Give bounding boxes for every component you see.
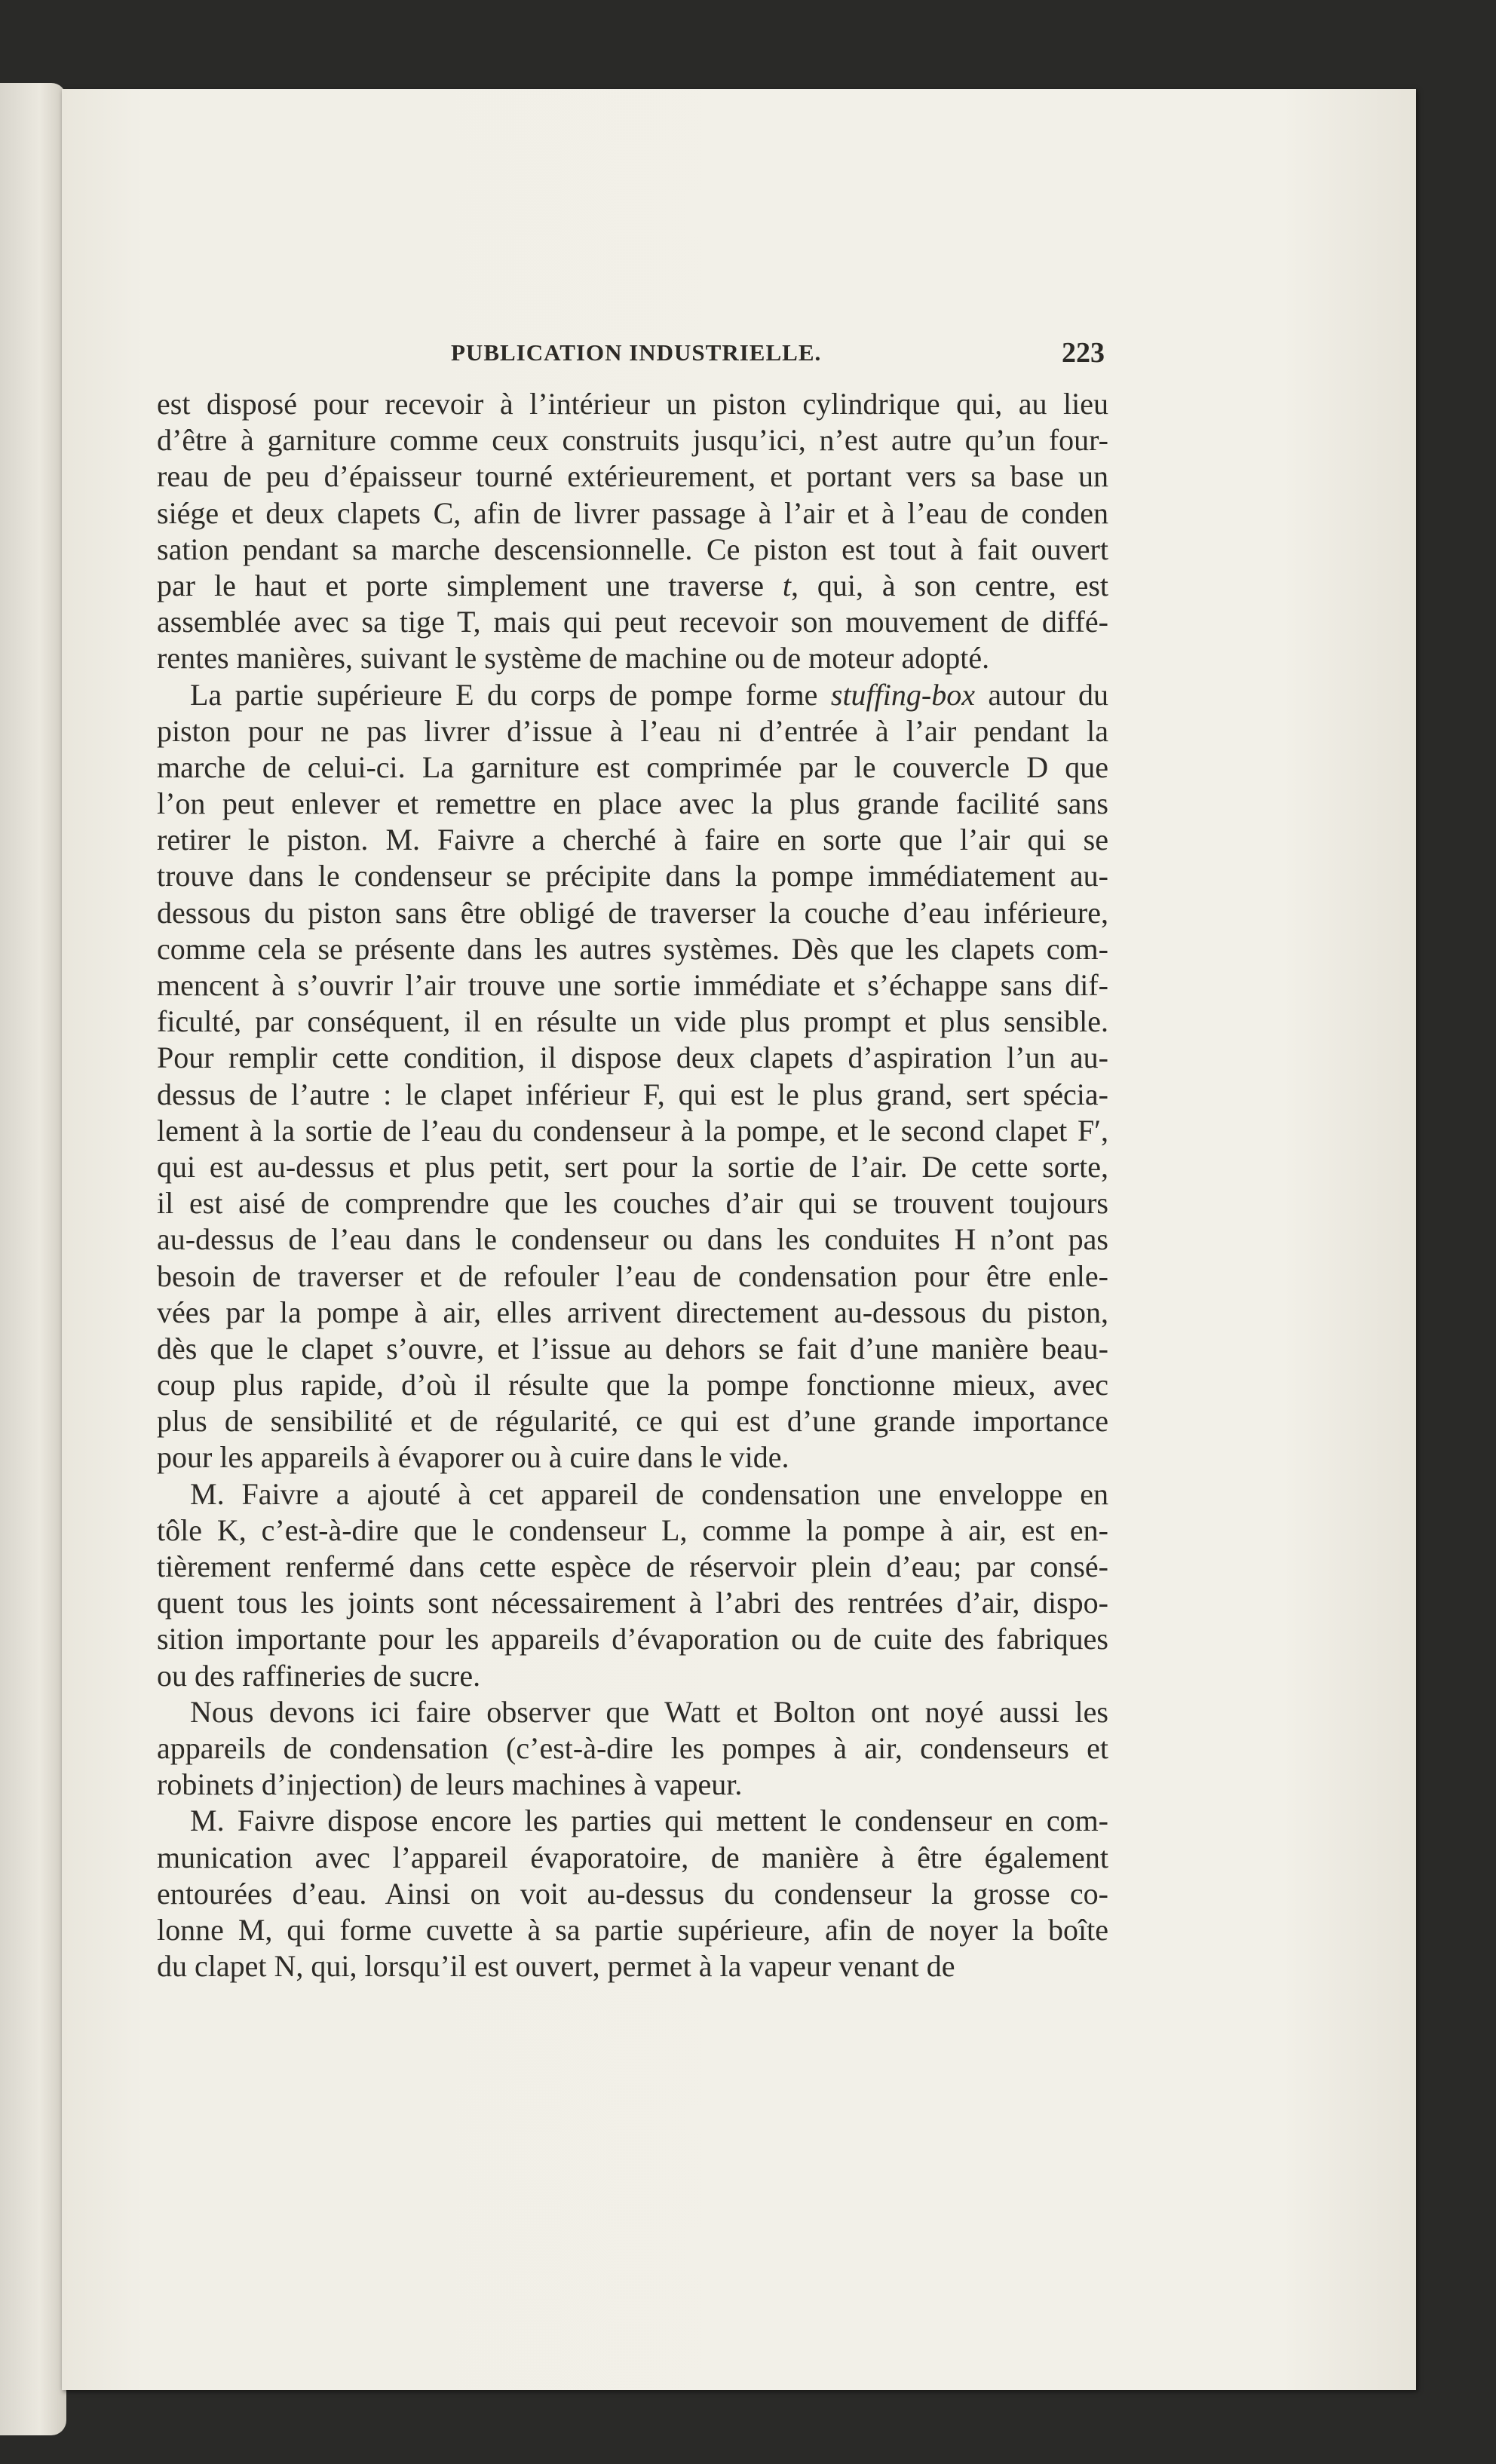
text-segment: quent tous les joints sont nécessairement à l’abri des rentrées d’air, dispo- [157, 1586, 1108, 1620]
text-segment: tièrement renfermé dans cette espèce de réservoir plein d’eau; par consé- [157, 1549, 1108, 1583]
text-segment: trouve dans le condenseur se précipite dans la pompe immédiatement au- [157, 859, 1108, 893]
text-segment: rentes manières, suivant le système de machine ou de moteur adopté. [157, 641, 990, 676]
text-line [157, 677, 1108, 713]
text-segment: sation pendant sa marche descensionnelle. Ce piston est tout à fait ouvert [157, 532, 1108, 566]
text-segment: mencent à s’ouvrir l’air trouve une sortie immédiate et s’échappe sans dif- [157, 968, 1108, 1002]
text-segment: au-dessus de l’eau dans le condenseur ou dans les conduites H n’ont pas [157, 1222, 1108, 1257]
text-line [157, 495, 1108, 532]
text-segment: tôle K, c’est-à-dire que le condenseur L, comme la pompe à air, est en- [157, 1512, 1108, 1547]
text-line [157, 858, 1108, 894]
text-line [157, 1658, 1108, 1694]
text-segment: l’on peut enlever et remettre en place avec la plus grande facilité sans [157, 786, 1108, 821]
text-segment: piston pour ne pas livrer d’issue à l’eau ni d’entrée à l’air pendant la [157, 713, 1108, 748]
text-line [157, 1803, 1108, 1839]
text-segment: La partie supérieure E du corps de pompe forme [190, 677, 831, 712]
text-line [157, 931, 1108, 967]
text-line [157, 1221, 1108, 1258]
text-line [157, 1258, 1108, 1295]
italic-text: t [782, 568, 792, 602]
text-segment: entourées d’eau. Ainsi on voit au-dessus du condenseur la grosse co- [157, 1876, 1108, 1911]
text-line [157, 1331, 1108, 1367]
text-segment: comme cela se présente dans les autres systèmes. Dès que les clapets com- [157, 931, 1108, 966]
text-line [157, 1040, 1108, 1076]
text-segment: ficulté, par conséquent, il en résulte un vide plus prompt et plus sensible. [157, 1004, 1108, 1039]
text-segment: lonne M, qui forme cuvette à sa partie supérieure, afin de noyer la boîte [157, 1912, 1108, 1947]
text-line [157, 1948, 1108, 1984]
text-segment: vées par la pompe à air, elles arrivent directement au-dessous du piston, [157, 1295, 1108, 1329]
text-line [157, 1403, 1108, 1439]
text-line [157, 1912, 1108, 1948]
paragraph [157, 1694, 1108, 1804]
text-segment: lement à la sortie de l’eau du condenseur à la pompe, et le second clapet F′, [157, 1113, 1108, 1148]
text-segment: , qui, à son centre, est [791, 568, 1109, 602]
text-line [157, 1476, 1108, 1512]
text-line [157, 1185, 1108, 1221]
text-line [157, 1367, 1108, 1403]
text-line [157, 1621, 1108, 1657]
text-line [157, 1767, 1108, 1803]
text-line [157, 895, 1108, 931]
text-segment: dessous du piston sans être obligé de traverser la couche d’eau inférieure, [157, 895, 1108, 930]
body-text [157, 386, 1108, 1984]
text-segment: ou des raffineries de sucre. [157, 1658, 481, 1693]
text-line [157, 822, 1108, 858]
text-segment: reau de peu d’épaisseur tourné extérieurement, et portant vers sa base un [157, 459, 1108, 494]
text-segment: dessus de l’autre : le clapet inférieur F, qui est le plus grand, sert spécia- [157, 1077, 1108, 1111]
text-segment: retirer le piston. M. Faivre a cherché à faire en sorte que l’air qui se [157, 823, 1108, 857]
text-segment: qui est au-dessus et plus petit, sert pour la sortie de l’air. De cette sorte, [157, 1149, 1108, 1184]
text-line [157, 1113, 1108, 1149]
text-line [157, 749, 1108, 786]
paragraph [157, 1803, 1108, 1984]
text-segment: est disposé pour recevoir à l’intérieur un piston cylindrique qui, au lieu [157, 387, 1108, 421]
text-segment: il est aisé de comprendre que les couches d’air qui se trouvent toujours [157, 1186, 1108, 1221]
text-segment: plus de sensibilité et de régularité, ce qui est d’une grande importance [157, 1404, 1108, 1439]
page-number: 223 [1062, 337, 1105, 369]
text-line [157, 1876, 1108, 1912]
text-segment: du clapet N, qui, lorsqu’il est ouvert, permet à la vapeur venant de [157, 1949, 955, 1984]
paragraph [157, 677, 1108, 1476]
text-segment: siége et deux clapets C, afin de livrer passage à l’air et à l’eau de conden [157, 495, 1108, 530]
text-segment: coup plus rapide, d’où il résulte que la pompe fonctionne mieux, avec [157, 1368, 1108, 1402]
text-line [157, 458, 1108, 495]
text-line [157, 568, 1108, 604]
text-line [157, 422, 1108, 458]
text-segment: d’être à garniture comme ceux construits jusqu’ici, n’est autre qu’un four- [157, 423, 1108, 458]
text-segment: appareils de condensation (c’est-à-dire les pompes à air, condenseurs et [157, 1730, 1108, 1765]
text-segment: marche de celui-ci. La garniture est comprimée par le couvercle D que [157, 749, 1108, 784]
running-title: PUBLICATION INDUSTRIELLE. [451, 339, 822, 366]
text-line [157, 604, 1108, 640]
text-line [157, 1149, 1108, 1185]
text-segment: M. Faivre a ajouté à cet appareil de condensation une enveloppe en [190, 1476, 1108, 1511]
text-segment: dès que le clapet s’ouvre, et l’issue au dehors se fait d’une manière beau- [157, 1331, 1108, 1365]
text-segment: sition importante pour les appareils d’évaporation ou de cuite des fabriques [157, 1622, 1108, 1656]
page-header [0, 332, 1496, 377]
text-segment: munication avec l’appareil évaporatoire, de manière à être également [157, 1840, 1108, 1874]
text-segment: pour les appareils à évaporer ou à cuire dans le vide. [157, 1440, 789, 1475]
text-line [157, 1004, 1108, 1040]
text-segment: Nous devons ici faire observer que Watt et Bolton ont noyé aussi les [190, 1694, 1108, 1729]
text-line [157, 967, 1108, 1004]
text-line [157, 1295, 1108, 1331]
text-line [157, 386, 1108, 422]
italic-text: stuffing-box [830, 677, 975, 712]
text-line [157, 1730, 1108, 1767]
text-line [157, 786, 1108, 822]
text-line [157, 1694, 1108, 1730]
text-line [157, 713, 1108, 749]
text-line [157, 640, 1108, 676]
paragraph [157, 386, 1108, 677]
paragraph [157, 1476, 1108, 1694]
text-segment: assemblée avec sa tige T, mais qui peut recevoir son mouvement de diffé- [157, 605, 1108, 639]
facing-page-edge [0, 83, 66, 2435]
text-segment: robinets d’injection) de leurs machines à vapeur. [157, 1767, 743, 1802]
text-segment: Pour remplir cette condition, il dispose deux clapets d’aspiration l’un au- [157, 1040, 1108, 1075]
text-line [157, 1840, 1108, 1876]
text-line [157, 1077, 1108, 1113]
text-segment: par le haut et porte simplement une traverse [157, 568, 783, 602]
text-line [157, 532, 1108, 568]
text-line [157, 1439, 1108, 1476]
text-line [157, 1585, 1108, 1621]
text-segment: M. Faivre dispose encore les parties qui mettent le condenseur en com- [190, 1804, 1108, 1838]
text-segment: autour du [974, 677, 1109, 712]
text-segment: besoin de traverser et de refouler l’eau de condensation pour être enle- [157, 1258, 1108, 1293]
text-line [157, 1512, 1108, 1549]
text-line [157, 1549, 1108, 1585]
